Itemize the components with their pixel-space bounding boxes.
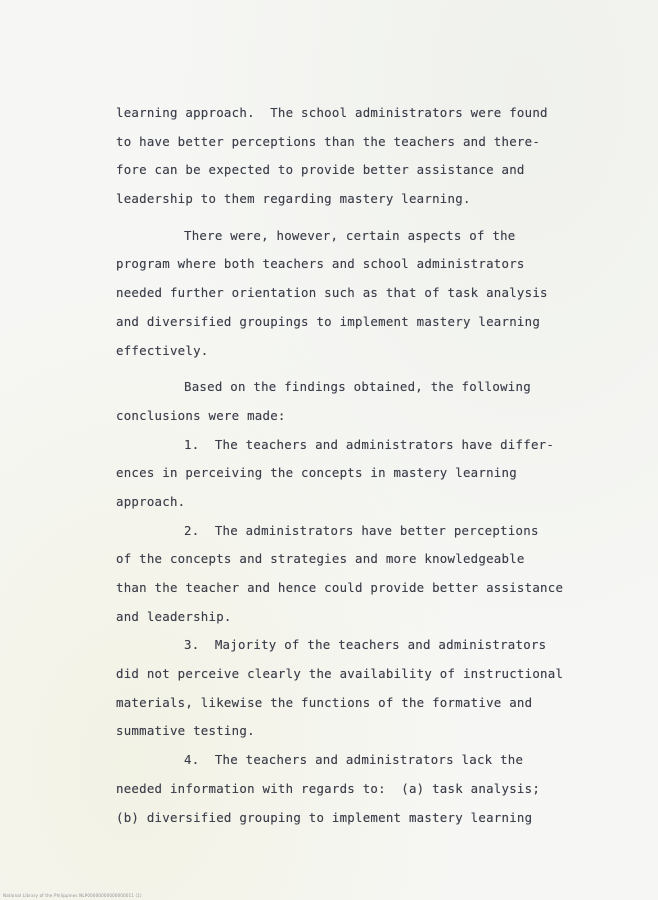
text-line: effectively. (116, 342, 209, 358)
text-line: fore can be expected to provide better assistance and (116, 162, 525, 178)
text-line: than the teacher and hence could provide better assistance (116, 580, 564, 595)
body-text (116, 99, 646, 832)
text-line: did not perceive clearly the availability of instructional (116, 666, 564, 682)
text-line: materials, likewise the functions of the formative and (116, 694, 533, 710)
text-line: 2. The administrators have better perceptions (184, 522, 539, 538)
scan-footer: National Library of the Philippines NLP00000000000000011 (1) (3, 893, 142, 898)
text-line: needed further orientation such as that of task analysis (116, 285, 548, 301)
text-line: of the concepts and strategies and more knowledgeable (116, 551, 525, 567)
text-line: 4. The teachers and administrators lack the (184, 752, 524, 768)
text-line: 1. The teachers and administrators have differ- (184, 436, 555, 452)
text-line: summative testing. (116, 723, 255, 739)
text-line: ences in perceiving the concepts in mastery learning (116, 465, 517, 481)
text-line: (b) diversified grouping to implement mastery learning (116, 809, 533, 825)
text-line: program where both teachers and school administrators (116, 256, 525, 272)
text-line: 3. Majority of the teachers and administrators (184, 637, 547, 653)
text-line: learning approach. The school administrators were found (116, 105, 548, 120)
text-line: approach. (116, 493, 186, 509)
text-line: conclusions were made: (116, 407, 286, 423)
text-line: and diversified groupings to implement mastery learning (116, 313, 541, 329)
text-line: Based on the findings obtained, the following (184, 379, 531, 395)
text-line: and leadership. (116, 608, 232, 624)
text-line: leadership to them regarding mastery learning. (116, 191, 471, 207)
text-line: to have better perceptions than the teachers and there- (116, 133, 541, 149)
text-line: There were, however, certain aspects of the (184, 227, 516, 243)
text-line: needed information with regards to: (a) task analysis; (116, 780, 541, 796)
